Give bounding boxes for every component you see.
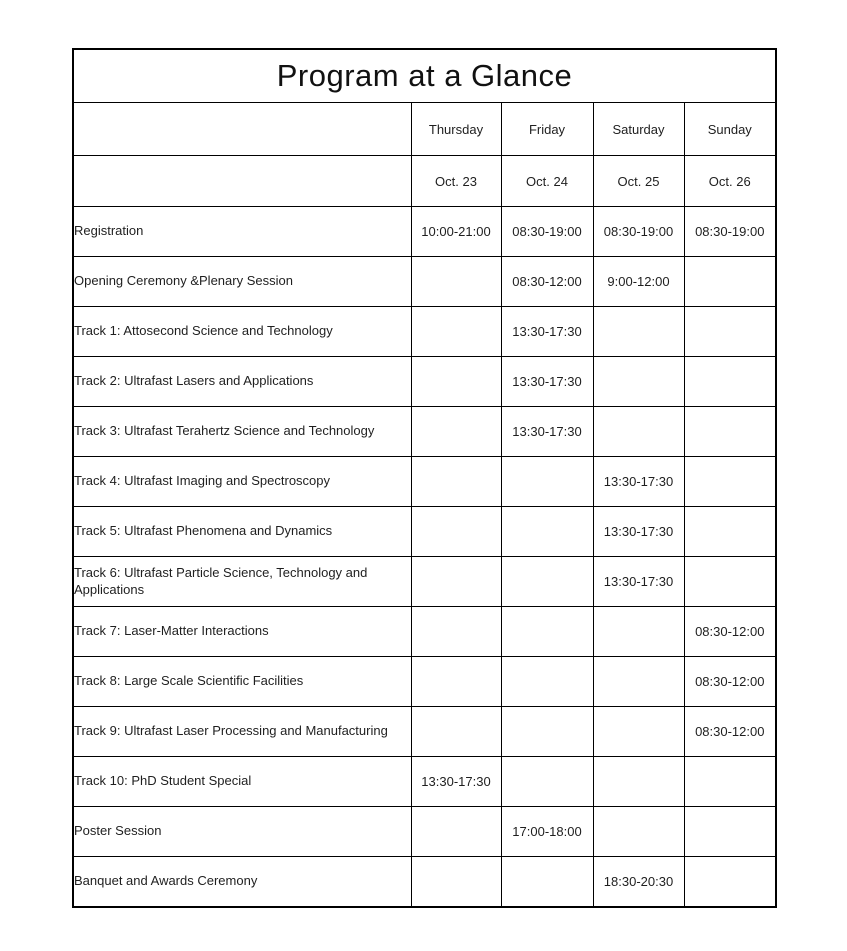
table-row [73, 257, 776, 307]
table-row [73, 407, 776, 457]
event-label: Track 9: Ultrafast Laser Processing and Manufacturing [73, 707, 411, 757]
date-header: Oct. 24 [501, 156, 593, 207]
date-header: Oct. 23 [411, 156, 501, 207]
time-slot: 08:30-12:00 [684, 607, 776, 657]
event-label: Track 3: Ultrafast Terahertz Science and Technology [73, 407, 411, 457]
event-label: Track 2: Ultrafast Lasers and Applications [73, 357, 411, 407]
time-slot: 13:30-17:30 [501, 307, 593, 357]
time-slot [411, 657, 501, 707]
time-slot: 13:30-17:30 [411, 757, 501, 807]
time-slot: 13:30-17:30 [593, 557, 684, 607]
table-body [73, 207, 776, 908]
table-row [73, 807, 776, 857]
table-row [73, 757, 776, 807]
time-slot: 08:30-19:00 [501, 207, 593, 257]
day-header: Saturday [593, 103, 684, 156]
time-slot [593, 607, 684, 657]
time-slot: 08:30-12:00 [684, 707, 776, 757]
time-slot [501, 457, 593, 507]
table-row [73, 857, 776, 908]
table-row [73, 507, 776, 557]
time-slot [411, 257, 501, 307]
table-row [73, 207, 776, 257]
event-label: Track 7: Laser-Matter Interactions [73, 607, 411, 657]
table-row [73, 557, 776, 607]
time-slot [411, 557, 501, 607]
time-slot [501, 657, 593, 707]
time-slot [411, 707, 501, 757]
time-slot [411, 407, 501, 457]
time-slot: 08:30-19:00 [593, 207, 684, 257]
day-header: Thursday [411, 103, 501, 156]
program-at-a-glance-table [72, 48, 777, 908]
time-slot [411, 807, 501, 857]
title-row [73, 49, 776, 103]
time-slot [501, 857, 593, 908]
time-slot [411, 307, 501, 357]
event-label: Registration [73, 207, 411, 257]
time-slot [684, 407, 776, 457]
time-slot [684, 307, 776, 357]
time-slot: 18:30-20:30 [593, 857, 684, 908]
table-row [73, 607, 776, 657]
event-label: Track 4: Ultrafast Imaging and Spectroscopy [73, 457, 411, 507]
time-slot [593, 307, 684, 357]
date-header: Oct. 25 [593, 156, 684, 207]
date-header-row [73, 156, 776, 207]
event-label: Banquet and Awards Ceremony [73, 857, 411, 908]
table-row [73, 657, 776, 707]
day-header: Sunday [684, 103, 776, 156]
time-slot: 10:00-21:00 [411, 207, 501, 257]
event-label: Track 10: PhD Student Special [73, 757, 411, 807]
empty-corner-cell [73, 103, 411, 156]
time-slot: 08:30-12:00 [684, 657, 776, 707]
event-label: Track 5: Ultrafast Phenomena and Dynamics [73, 507, 411, 557]
time-slot [411, 457, 501, 507]
time-slot: 08:30-12:00 [501, 257, 593, 307]
time-slot [593, 807, 684, 857]
time-slot: 17:00-18:00 [501, 807, 593, 857]
time-slot [684, 457, 776, 507]
time-slot: 13:30-17:30 [501, 357, 593, 407]
event-label: Track 6: Ultrafast Particle Science, Technology and Applications [73, 557, 411, 607]
time-slot [411, 357, 501, 407]
time-slot [684, 857, 776, 908]
table-row [73, 307, 776, 357]
time-slot [684, 807, 776, 857]
time-slot [684, 257, 776, 307]
time-slot [593, 407, 684, 457]
time-slot [411, 507, 501, 557]
time-slot: 9:00-12:00 [593, 257, 684, 307]
time-slot [501, 757, 593, 807]
time-slot [593, 657, 684, 707]
day-header-row [73, 103, 776, 156]
time-slot [501, 507, 593, 557]
table-title: Program at a Glance [73, 49, 776, 103]
time-slot [411, 857, 501, 908]
event-label: Track 1: Attosecond Science and Technology [73, 307, 411, 357]
time-slot [593, 757, 684, 807]
day-header: Friday [501, 103, 593, 156]
time-slot [684, 757, 776, 807]
time-slot [684, 357, 776, 407]
time-slot [593, 357, 684, 407]
event-label: Opening Ceremony &Plenary Session [73, 257, 411, 307]
event-label: Poster Session [73, 807, 411, 857]
time-slot [501, 707, 593, 757]
time-slot [684, 507, 776, 557]
empty-corner-cell [73, 156, 411, 207]
time-slot [501, 557, 593, 607]
event-label: Track 8: Large Scale Scientific Facilities [73, 657, 411, 707]
program-table-container [72, 48, 777, 908]
table-row [73, 457, 776, 507]
time-slot [593, 707, 684, 757]
time-slot: 13:30-17:30 [593, 507, 684, 557]
table-row [73, 707, 776, 757]
time-slot [411, 607, 501, 657]
time-slot: 08:30-19:00 [684, 207, 776, 257]
time-slot [684, 557, 776, 607]
date-header: Oct. 26 [684, 156, 776, 207]
time-slot: 13:30-17:30 [593, 457, 684, 507]
time-slot [501, 607, 593, 657]
table-row [73, 357, 776, 407]
time-slot: 13:30-17:30 [501, 407, 593, 457]
